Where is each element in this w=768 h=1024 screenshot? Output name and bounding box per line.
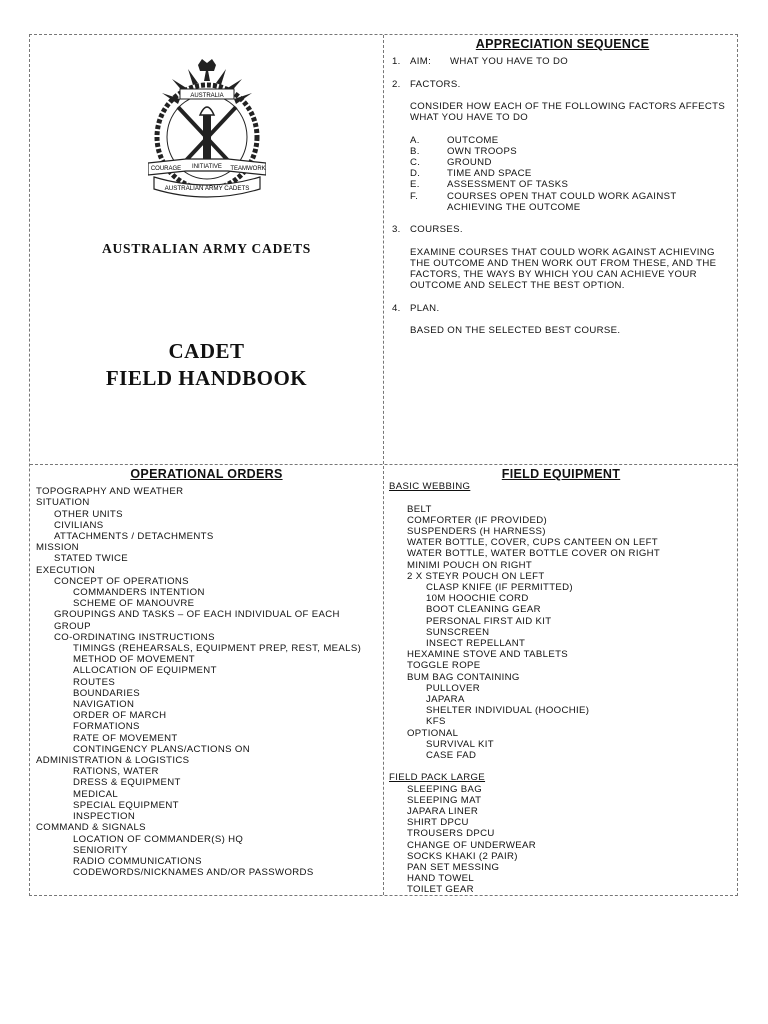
orders-list-item: CIVILIANS — [54, 519, 104, 531]
appreciation-item-description: CONSIDER HOW EACH OF THE FOLLOWING FACTORS AFFECTS WHAT YOU HAVE TO DO — [410, 100, 726, 124]
orders-list-item: COMMANDERS INTENTION — [73, 587, 205, 599]
orders-list-item: ATTACHMENTS / DETACHMENTS — [54, 531, 214, 543]
equipment-list-item: BUM BAG CONTAINING — [407, 671, 520, 683]
equipment-list-item: SLEEPING BAG — [407, 783, 483, 795]
spacer — [392, 67, 733, 78]
appreciation-item-description: BASED ON THE SELECTED BEST COURSE. — [410, 324, 621, 336]
spacer — [389, 761, 733, 772]
equipment-list-item: 10M HOOCHIE CORD — [426, 593, 529, 605]
equipment-list-item: 2 X STEYR POUCH ON LEFT — [407, 570, 545, 582]
orders-list-item: GROUPINGS AND TASKS – OF EACH INDIVIDUAL OF EACH GROUP — [54, 609, 340, 632]
handbook-title — [30, 338, 383, 392]
equipment-list-item: CHANGE OF UNDERWEAR — [407, 839, 537, 851]
factor-letter: A. — [410, 134, 420, 146]
equipment-list-item: SOCKS KHAKI (2 PAIR) — [407, 850, 518, 862]
orders-list-item: LOCATION OF COMMANDER(S) HQ — [73, 833, 244, 845]
equipment-list-item-heading: FIELD PACK LARGE — [389, 772, 486, 784]
equipment-list-item: JAPARA LINER — [407, 806, 479, 818]
factor-text: COURSES OPEN THAT COULD WORK AGAINST ACHIEVING THE OUTCOME — [447, 190, 677, 213]
orders-list-item: INSPECTION — [73, 811, 136, 823]
orders-list-item: CONTINGENCY PLANS/ACTIONS ON — [73, 743, 251, 755]
orders-list-item: TIMINGS (REHEARSALS, EQUIPMENT PREP, REST, MEALS) — [73, 643, 362, 655]
crest-ribbon-bottom: AUSTRALIAN ARMY CADETS — [164, 185, 250, 192]
orders-list-item: ORDER OF MARCH — [73, 710, 167, 722]
equipment-list-item: PAN SET MESSING — [407, 862, 500, 874]
equipment-list-item: TROUSERS DPCU — [407, 828, 495, 840]
spacer — [410, 90, 733, 101]
cover-panel — [30, 35, 383, 464]
orders-list-item: MEDICAL — [73, 788, 119, 800]
factor-item — [410, 135, 733, 146]
orders-list-item: NAVIGATION — [73, 699, 135, 711]
orders-list-item: TOPOGRAPHY AND WEATHER — [36, 486, 184, 498]
appreciation-item-body — [410, 79, 733, 213]
appreciation-item — [392, 56, 733, 67]
appreciation-item — [392, 224, 733, 291]
appreciation-item-heading — [410, 56, 733, 67]
equipment-list-item: SUNSCREEN — [426, 626, 490, 638]
equipment-list-item: PERSONAL FIRST AID KIT — [426, 615, 552, 627]
appreciation-item-heading — [410, 303, 733, 314]
appreciation-item-label: COURSES. — [410, 224, 463, 236]
equipment-list-item: PULLOVER — [426, 682, 480, 694]
appreciation-list — [392, 56, 733, 336]
factor-letter: B. — [410, 145, 420, 157]
appreciation-item-label: PLAN. — [410, 302, 440, 314]
appreciation-title: APPRECIATION SEQUENCE — [475, 37, 650, 51]
appreciation-item-body — [410, 224, 733, 291]
orders-list-item: ROUTES — [73, 676, 116, 688]
equipment-list-item: HAND TOWEL — [407, 873, 475, 885]
equipment-list-item: COMFORTER (IF PROVIDED) — [407, 514, 548, 526]
equipment-list-item: MINIMI POUCH ON RIGHT — [407, 559, 533, 571]
appreciation-item-heading — [410, 224, 733, 235]
equipment-list-item: CLASP KNIFE (IF PERMITTED) — [426, 582, 573, 594]
operational-orders-list — [36, 486, 377, 878]
appreciation-item-number: 2. — [392, 78, 401, 90]
factor-text: GROUND — [447, 156, 492, 168]
factor-item — [410, 168, 733, 179]
equipment-list-item: SHELTER INDIVIDUAL (HOOCHIE) — [426, 705, 590, 717]
appreciation-item-number: 3. — [392, 224, 401, 236]
spacer — [392, 213, 733, 224]
handbook-title-line1: CADET — [168, 339, 245, 363]
appreciation-item-body — [410, 56, 733, 67]
appreciation-item-label: AIM: — [410, 56, 432, 68]
handbook-sheet — [29, 34, 738, 896]
equipment-list-item: SUSPENDERS (H HARNESS) — [407, 526, 546, 537]
equipment-list-item: WATER BOTTLE, COVER, CUPS CANTEEN ON LEFT — [407, 537, 659, 549]
spacer — [410, 314, 733, 325]
factor-letter: F. — [410, 190, 419, 202]
orders-list-item: SITUATION — [36, 497, 90, 509]
equipment-list-item: BOOT CLEANING GEAR — [426, 604, 541, 616]
equipment-list-item: WATER BOTTLE, WATER BOTTLE COVER ON RIGHT — [407, 548, 661, 560]
army-cadets-crest-icon — [148, 59, 266, 199]
field-equipment-list — [389, 481, 733, 895]
crest-ribbon-left: COURAGE — [150, 166, 182, 172]
orders-list-item: SPECIAL EQUIPMENT — [73, 799, 179, 811]
appreciation-panel — [384, 35, 739, 464]
crest-band-text: AUSTRALIA — [190, 93, 224, 99]
orders-list-item: MISSION — [36, 542, 79, 554]
equipment-list-item: CASE FAD — [426, 750, 477, 762]
orders-list-item: CO-ORDINATING INSTRUCTIONS — [54, 631, 215, 643]
orders-list-item: BOUNDARIES — [73, 687, 140, 699]
appreciation-item-description: EXAMINE COURSES THAT COULD WORK AGAINST ACHIEVING THE OUTCOME AND THEN WORK OUT FROM THESE, AND THE FACTORS, THE WAYS BY WHICH YOU CAN ACHIEVE YOUR OUTCOME AND SELECT THE BEST OPTION. — [410, 246, 717, 292]
factor-item — [410, 157, 733, 168]
orders-list-item: RATE OF MOVEMENT — [73, 732, 178, 744]
equipment-list-item: SURVIVAL KIT — [426, 738, 495, 750]
orders-list-item: FORMATIONS — [73, 721, 140, 733]
equipment-list-item: OPTIONAL — [407, 727, 459, 739]
equipment-list-item-heading: BASIC WEBBING — [389, 481, 471, 493]
appreciation-item-number: 1. — [392, 56, 401, 68]
appreciation-item-text: WHAT YOU HAVE TO DO — [450, 56, 569, 68]
equipment-list-item: SHIRT DPCU — [407, 817, 469, 829]
factor-text: ASSESSMENT OF TASKS — [447, 179, 569, 191]
orders-list-item: DRESS & EQUIPMENT — [73, 777, 181, 789]
orders-list-item: EXECUTION — [36, 564, 96, 576]
equipment-list-item: JAPARA — [426, 694, 465, 706]
orders-list-item: OTHER UNITS — [54, 508, 123, 520]
appreciation-item-body — [410, 303, 733, 337]
crest-ribbon-center: INITIATIVE — [192, 164, 222, 170]
orders-list-item: CONCEPT OF OPERATIONS — [54, 575, 189, 587]
orders-list-item: SCHEME OF MANOUVRE — [73, 598, 195, 610]
factor-letter: E. — [410, 179, 420, 191]
factor-letter: D. — [410, 168, 421, 180]
appreciation-item-heading — [410, 79, 733, 90]
factor-item — [410, 191, 733, 213]
spacer — [389, 492, 733, 503]
appreciation-item — [392, 303, 733, 337]
field-equipment-panel — [384, 465, 739, 897]
factor-text: TIME AND SPACE — [447, 168, 532, 180]
equipment-list-item: TOILET GEAR — [407, 884, 474, 896]
orders-list-item: ADMINISTRATION & LOGISTICS — [36, 755, 190, 767]
orders-list-item: COMMAND & SIGNALS — [36, 822, 146, 834]
orders-list-item: CODEWORDS/NICKNAMES AND/OR PASSWORDS — [73, 867, 314, 879]
factor-item — [410, 179, 733, 190]
orders-list-item: SENIORITY — [73, 844, 128, 856]
equipment-list-item: SLEEPING MAT — [407, 794, 482, 806]
appreciation-item — [392, 79, 733, 213]
operational-orders-title: OPERATIONAL ORDERS — [130, 467, 283, 481]
factor-text: OWN TROOPS — [447, 145, 517, 157]
handbook-title-line2: FIELD HANDBOOK — [105, 366, 308, 390]
appreciation-item-label: FACTORS. — [410, 78, 461, 90]
crest-ribbon-right: TEAMWORK — [230, 166, 266, 172]
equipment-list-item: BELT — [407, 503, 432, 515]
spacer — [410, 235, 733, 246]
spacer — [410, 123, 733, 134]
organisation-name: AUSTRALIAN ARMY CADETS — [101, 241, 312, 256]
equipment-list-item: HEXAMINE STOVE AND TABLETS — [407, 649, 569, 661]
equipment-list-item: TOGGLE ROPE — [407, 660, 481, 672]
orders-list-item: ALLOCATION OF EQUIPMENT — [73, 665, 217, 677]
factor-letter: C. — [410, 156, 421, 168]
operational-orders-panel — [30, 465, 383, 897]
field-equipment-title: FIELD EQUIPMENT — [501, 467, 621, 481]
orders-list-item: RADIO COMMUNICATIONS — [73, 855, 202, 867]
orders-list-item: RATIONS, WATER — [73, 766, 159, 778]
spacer — [392, 291, 733, 302]
orders-list-item: STATED TWICE — [54, 553, 129, 565]
factor-text: OUTCOME — [447, 134, 499, 146]
equipment-list-item: INSECT REPELLANT — [426, 638, 526, 650]
equipment-list-item: KFS — [426, 716, 446, 728]
factor-item — [410, 146, 733, 157]
orders-list-item: METHOD OF MOVEMENT — [73, 654, 195, 666]
appreciation-item-number: 4. — [392, 302, 401, 314]
